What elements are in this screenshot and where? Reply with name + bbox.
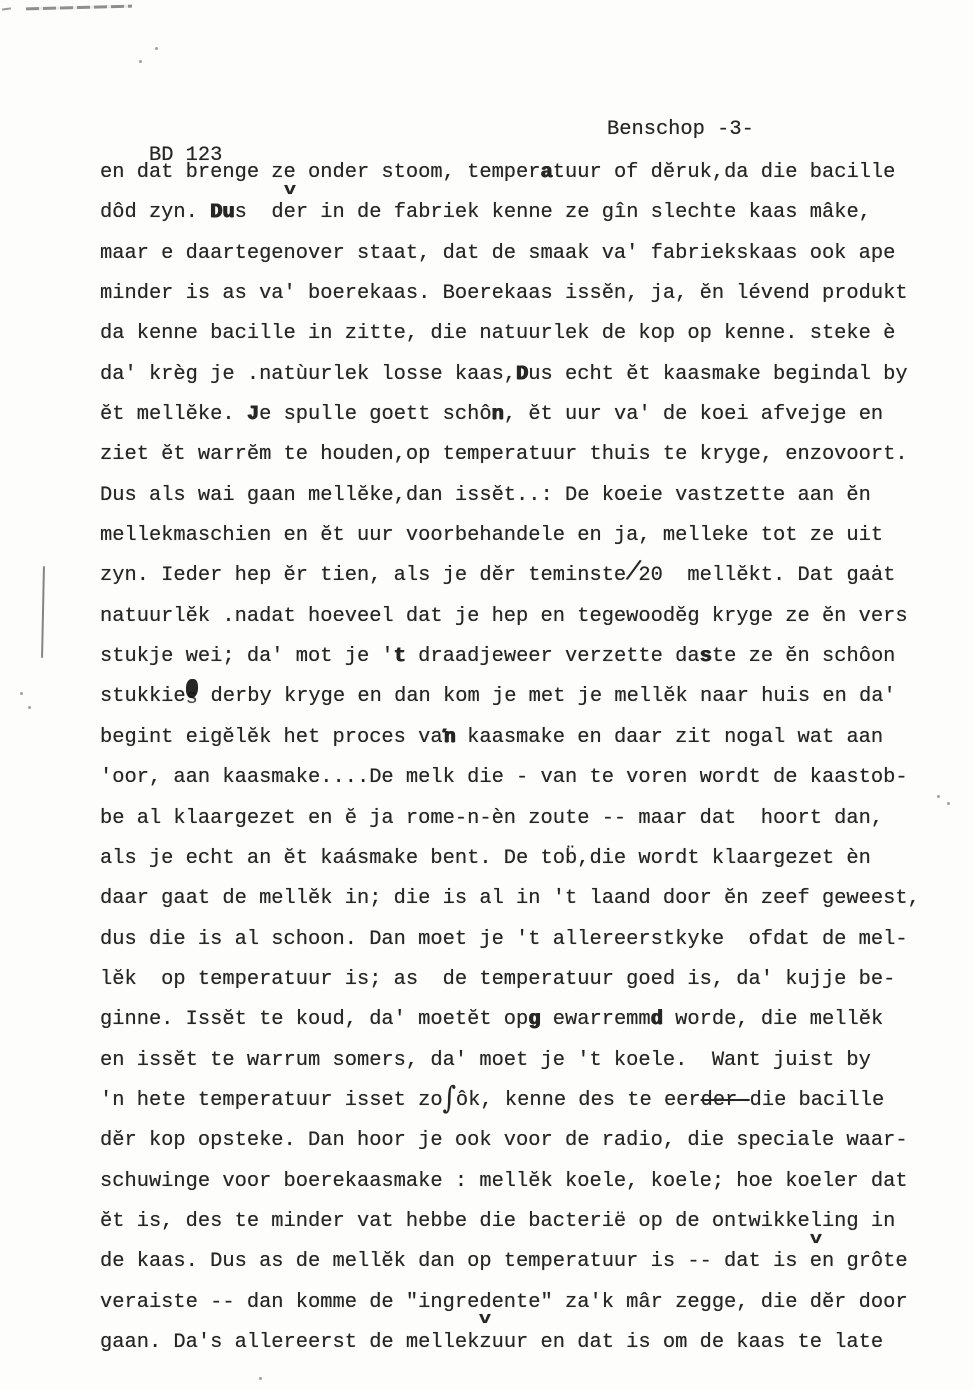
scan-artifact-top-left-line [26,5,132,11]
text-line: stukje wei; da' mot je 't draadjeweer verzette daste ze ĕn schôon [100,645,896,669]
scan-speck [259,1377,262,1380]
text-line: be al klaargezet en ĕ ja rome-n-èn zoute -- maar dat hoort dan, [100,806,884,830]
pencil-margin-line [41,566,45,658]
document-body [100,153,940,1363]
text-line: ĕt mellĕke. Je spulle goett schôn, ĕt uur va' de koei afvejge en [100,403,884,427]
scan-speck [947,802,950,805]
text-line: ĕt is, des te minder vat hebbe die bacterië op de ontwikkeling in [100,1209,896,1233]
document-id: BD 123 [148,144,223,167]
text-line: gaan. Da's allereerst de mellek v zuur en dat is om de kaas te late [100,1323,940,1363]
overstruck-character: d [650,1008,663,1032]
overstruck-character: ŉ [442,725,455,749]
text-line: 'n hete temperatuur isset zo∫ôk, kenne des te eerder–die bacille [100,1080,885,1117]
text-line: dus die is al schoon. Dan moet je 't allereerstkyke ofdat de mel- [100,927,908,951]
handwritten-slash: / [622,556,644,593]
text-line: ziet ĕt warrĕm te houden,op temperatuur thuis te kryge, enzovoort. [100,443,908,467]
handwritten-mark: v [283,179,296,199]
ink-blot: s [186,679,199,698]
page-header-title: Benschop -3- [607,118,754,141]
overstruck-character: D [516,362,529,386]
overstruck-character: Du [210,201,235,225]
text-line: minder is as va' boerekaas. Boerekaas issĕn, ja, ĕn lévend produkt [100,282,908,306]
scan-speck [155,47,158,50]
text-line: veraiste -- dan komme de "ingredente" za'k mâr zegge, die dĕr door [100,1290,908,1314]
scan-speck [28,706,31,709]
overstruck-character: J [246,403,260,427]
text-line: als je echt an ĕt kaásmake bent. De tob̈,die wordt klaargezet èn [100,846,871,870]
text-line: en issĕt te warrum somers, da' moet je 't koele. Want juist by [100,1048,871,1072]
overstruck-character: t [393,645,406,669]
marked-character: v e [283,179,296,225]
text-line: begint eigĕlĕk het proces vaŉ kaasmake en daar zit nogal wat aan [100,725,884,749]
overstruck-character: a [540,161,553,184]
handwritten-mark: v [809,1228,822,1248]
text-line: maar e daartegenover staat, dat de smaak va' fabriekskaas ook ape [100,241,896,265]
scan-speck [139,60,142,63]
text-line: de kaas. Dus as de mellĕk dan op temperatuur is -- dat is v en grôte [100,1242,940,1282]
text-line: schuwinge voor boerekaasmake : mellĕk koele, koele; hoe koeler dat [100,1169,908,1193]
text-line: mellekmaschien en ĕt uur voorbehandele en ja, melleke tot ze uit [100,524,884,548]
text-line: lĕk op temperatuur is; as de temperatuur goed is, da' kujje be- [100,967,896,991]
text-line: en dat brenge ze onder stoom, temperatuur of dĕruk,da die bacille [100,161,896,184]
text-line: Dus als wai gaan mellĕke,dan issĕt..: De koeie vastzette aan ĕn [100,483,871,507]
scan-speck [20,692,23,695]
text-line: zyn. Ieder hep ĕr tien, als je dĕr teminste/20 mellĕkt. Dat gaȧt [100,556,940,596]
struck-through-text: der– [700,1088,750,1112]
overstruck-character: g [528,1008,541,1032]
marked-character: v z [479,1309,492,1354]
marked-character: v e [809,1228,822,1274]
text-line: dĕr kop opsteke. Dan hoor je ook voor de radio, die speciale waar- [100,1129,908,1153]
text-line: natuurlĕk .nadat hoeveel dat je hep en tegewoodĕg kryge ze ĕn vers [100,604,908,628]
overstruck-character: s [699,645,712,669]
text-line: stukkies derby kryge en dan kom je met je mellĕk naar huis en da' [100,677,940,717]
text-line: ginne. Issĕt te koud, da' moetĕt opg ewarremmd worde, die mellĕk [100,1008,884,1032]
text-line: daar gaat de mellĕk in; die is al in 't laand door ĕn zeef geweest, [100,887,920,911]
handwritten-mark: v [479,1309,492,1329]
text-line: da kenne bacille in zitte, die natuurlek de kop op kenne. steke è [100,322,896,346]
scan-artifact-top-left-tick [2,7,11,10]
text-line: da' krèg je .natùurlek losse kaas,Dus echt ĕt kaasmake begindal by [100,362,908,386]
overstruck-character: n [491,403,504,427]
text-line: dôd zyn. Dus d v er in de fabriek kenne ze gîn slechte kaas mâke, [100,193,940,233]
text-line: 'oor, aan kaasmake....De melk die - van te voren wordt de kaastob- [100,766,908,790]
